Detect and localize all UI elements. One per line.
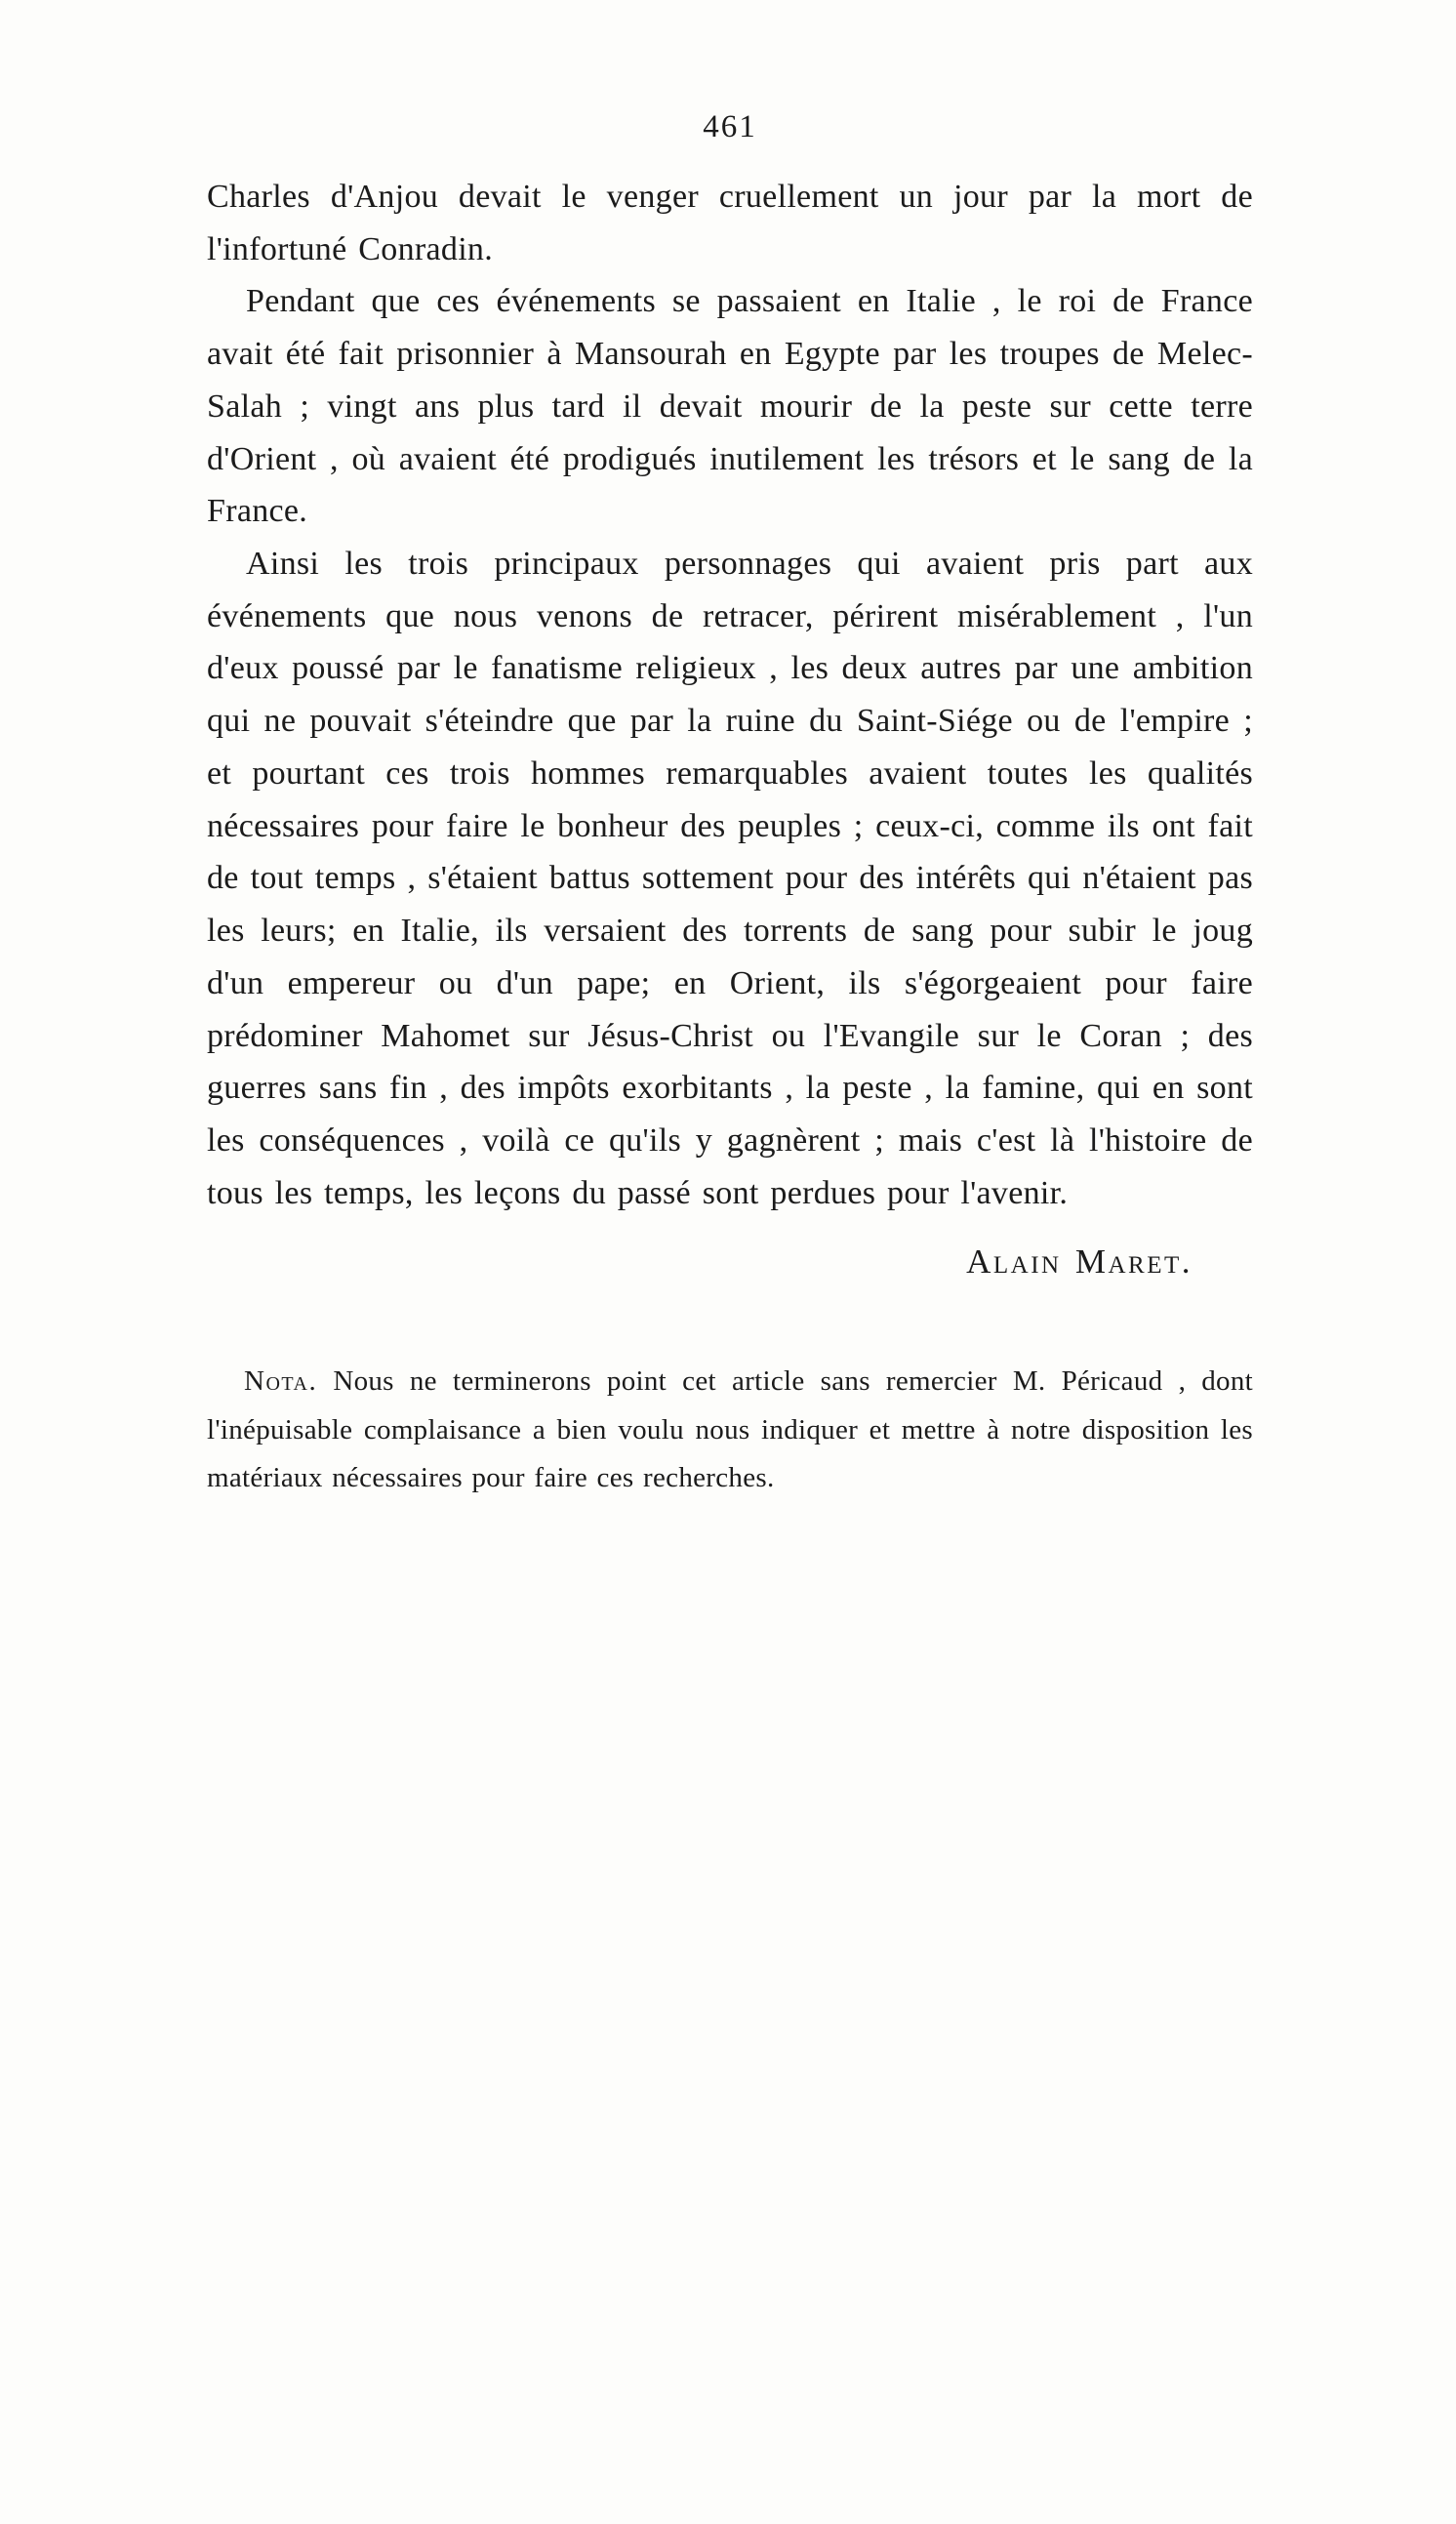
nota-text: Nous ne terminerons point cet article sans remercier M. Péricaud , dont l'inépuisable complaisance a bien voulu nous indiquer et mettre à notre disposition les matériaux nécessaires pour faire ces recherches.	[207, 1364, 1253, 1494]
paragraph: Pendant que ces événements se passaient en Italie , le roi de France avait été fait prisonnier à Mansourah en Egypte par les troupes de Melec-Salah ; vingt ans plus tard il devait mourir de la peste sur cette terre d'Orient , où avaient été prodigués inutilement les trésors et le sang de la France.	[207, 283, 1253, 530]
page-number: 461	[703, 109, 757, 144]
text-block	[207, 171, 1253, 1503]
paragraph: Ainsi les trois principaux personnages qui avaient pris part aux événements que nous venons de retracer, périrent misérablement , l'un d'eux poussé par le fanatisme religieux , les deux autres par une ambition qui ne pouvait s'éteindre que par la ruine du Saint-Siége ou de l'empire ; et pourtant ces trois hommes remarquables avaient toutes les qualités nécessaires pour faire le bonheur des peuples ; ceux-ci, comme ils ont fait de tout temps , s'étaient battus sottement pour des intérêts qui n'étaient pas les leurs; en Italie, ils versaient des torrents de sang pour subir le joug d'un empereur ou d'un pape; en Orient, ils s'égorgeaient pour faire prédominer Mahomet sur Jésus-Christ ou l'Evangile sur le Coran ; des guerres sans fin , des impôts exorbitants , la peste , la famine, qui en sont les conséquences , voilà ce qu'ils y gagnèrent ; mais c'est là l'histoire de tous les temps, les leçons du passé sont perdues pour l'avenir.	[207, 546, 1253, 1211]
paragraph-continuation: Charles d'Anjou devait le venger cruellement un jour par la mort de l'infortuné Conradin.	[207, 179, 1253, 267]
nota-label: Nota.	[244, 1364, 318, 1397]
nota-paragraph	[207, 1358, 1253, 1504]
author-signature: Alain Maret.	[966, 1242, 1193, 1282]
